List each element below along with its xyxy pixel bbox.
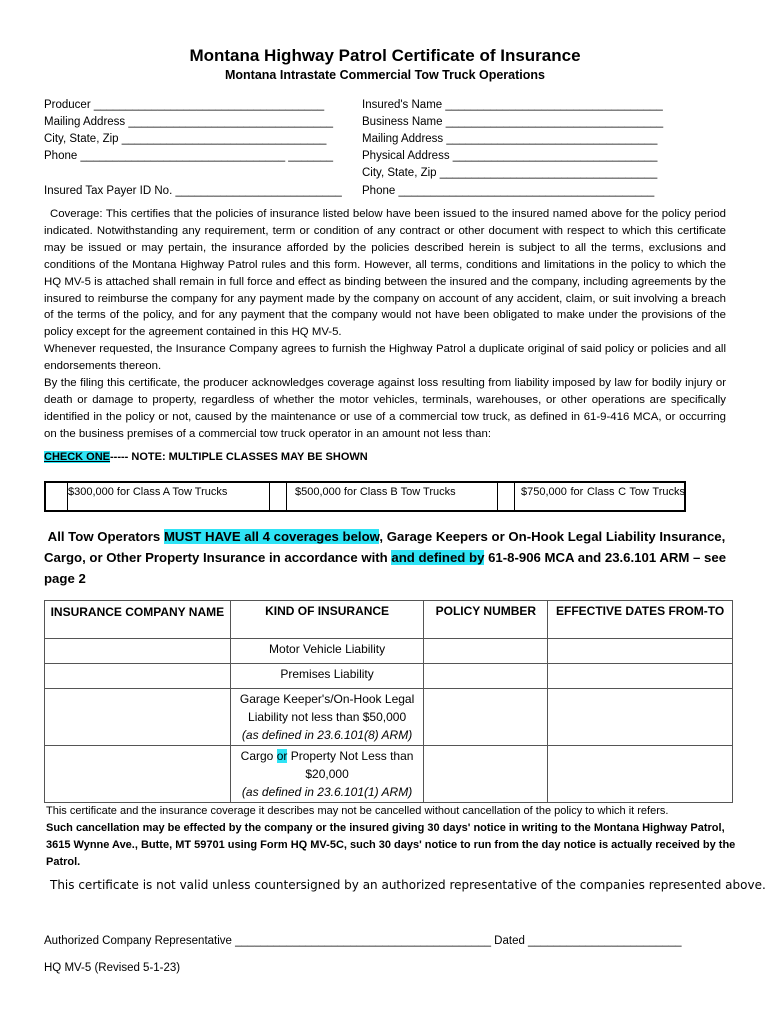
check-one-label: CHECK ONE — [44, 451, 111, 463]
effective-dates-cell[interactable] — [548, 639, 733, 664]
page-title: Montana Highway Patrol Certificate of Insurance — [189, 46, 581, 65]
header-insurance-company-name: INSURANCE COMPANY NAME — [45, 601, 231, 639]
garage-keeper-text: Garage Keeper's/On-Hook Legal Liability not less than $50,000 — [239, 692, 415, 724]
cancellation-text: This certificate and the insurance coverage it describes may not be cancelled without cancellation of the policy to which it refers. — [46, 805, 669, 817]
class-b-label: $500,000 for Class B Tow Trucks — [295, 486, 456, 498]
class-c-checkbox[interactable] — [497, 483, 515, 510]
producer-acknowledgement-paragraph: By the filing this certificate, the producer acknowledges coverage against loss resulting from liability imposed by law for bodily injury or death or damage to property, regardless of whether the motor vehicles, terminals, warehouses, or other operations are specifically identified in the policy or not, caused by the maintenance or use of a commercial tow truck, as defined in 61-9-416 MCA, or occurring on the business premises of a commercial tow truck operator in an amount not less than: — [44, 377, 726, 440]
class-b-checkbox[interactable] — [269, 483, 287, 510]
table-row — [45, 746, 733, 803]
cancellation-bold-text: Such cancellation may be effected by the company or the insured giving 30 days' notice in writing to the Montana Highway Patrol, 3615 Wynne Ave., Butte, MT 59701 using Form HQ MV-5C, such 30 days' notice to run from the day notice is actually received by the Patrol. — [46, 822, 736, 868]
warning-text: 61-8-906 MCA and 23.6.101 ARM – see page 2 — [44, 550, 727, 586]
header-effective-dates: EFFECTIVE DATES FROM-TO — [548, 601, 733, 639]
dated-field[interactable]: Dated ________________________ — [494, 935, 682, 947]
insured-phone-field[interactable]: Phone ________________________________________ — [362, 185, 655, 197]
kind-cell — [230, 689, 424, 746]
class-c-text: $750,000 for Class C Tow Trucks — [521, 486, 685, 498]
insurance-company-cell[interactable] — [45, 639, 231, 664]
coverage-paragraph: Coverage: This certifies that the policies of insurance listed below have been issued to the insured named above for the policy period indicated. Notwithstanding any requirement, term or condition of any contract or other document with respect to which this certificate may be issued or may pertain, the insurance afforded by the policies described herein is subject to all the terms, exclusions and conditions of the Montana Highway Patrol rules and this form. However, all terms, conditions and limitations in the policy to which the HQ MV-5 is attached shall remain in full force and effect as binding between the insured and the company, including agreements by the insured to reimburse the company for any payment made by the company on account of any accident, claim, or suit involving a breach of the terms of the policy, and for any payment that the company would not have been obligated to make under the provisions of the policy except for the agreement contained in this HQ MV-5. — [44, 208, 726, 339]
warning-text: All Tow Operators — [47, 529, 164, 544]
policy-number-cell[interactable] — [424, 689, 548, 746]
or-highlight: or — [276, 749, 288, 763]
must-have-highlight: MUST HAVE all 4 coverages below — [163, 529, 380, 544]
effective-dates-cell[interactable] — [548, 746, 733, 803]
policy-number-cell[interactable] — [424, 746, 548, 803]
cargo-property-text — [235, 747, 420, 783]
policy-number-cell[interactable] — [424, 664, 548, 689]
cancellation-notice — [46, 803, 736, 871]
kind-cell: Motor Vehicle Liability — [230, 639, 424, 664]
class-c-label — [521, 485, 685, 499]
insured-city-state-zip-field[interactable]: City, State, Zip __________________________________ — [362, 167, 658, 179]
policy-number-cell[interactable] — [424, 639, 548, 664]
signature-line — [44, 935, 682, 947]
table-header-row — [45, 601, 733, 639]
cargo-text: Cargo — [240, 749, 277, 763]
physical-address-field[interactable]: Physical Address ________________________________ — [362, 150, 658, 162]
garage-keeper-note: (as defined in 23.6.101(8) ARM) — [241, 728, 413, 742]
warning-text: , Garage Keepers or On-Hook Legal Liability Insurance, Cargo, or Other Property Insurance in accordance with — [44, 529, 726, 565]
class-a-checkbox[interactable] — [50, 483, 68, 510]
authorized-representative-field[interactable]: Authorized Company Representative ________________________________________ — [44, 935, 491, 947]
form-revision: HQ MV-5 (Revised 5-1-23) — [44, 962, 181, 974]
check-one-note — [44, 451, 368, 463]
insured-mailing-address-field[interactable]: Mailing Address _________________________________ — [362, 133, 658, 145]
insurance-company-cell[interactable] — [45, 689, 231, 746]
class-selection-box — [44, 481, 686, 512]
insurance-company-cell[interactable] — [45, 746, 231, 803]
countersign-notice: This certificate is not valid unless countersigned by an authorized representative of the companies represented above. — [50, 878, 766, 892]
property-text: Property Not Less than $20,000 — [287, 749, 414, 781]
effective-dates-cell[interactable] — [548, 689, 733, 746]
tax-payer-id-field[interactable]: Insured Tax Payer ID No. __________________________ — [44, 185, 342, 197]
table-row — [45, 639, 733, 664]
kind-cell: Premises Liability — [230, 664, 424, 689]
effective-dates-cell[interactable] — [548, 664, 733, 689]
insured-name-field[interactable]: Insured's Name __________________________________ — [362, 99, 663, 111]
kind-cell — [230, 746, 424, 803]
table-row — [45, 664, 733, 689]
header-kind-of-insurance: KIND OF INSURANCE — [230, 601, 424, 639]
header-policy-number: POLICY NUMBER — [424, 601, 548, 639]
coverage-section — [44, 206, 726, 443]
page-subtitle: Montana Intrastate Commercial Tow Truck Operations — [225, 68, 545, 82]
business-name-field[interactable]: Business Name __________________________________ — [362, 116, 664, 128]
insurance-company-cell[interactable] — [45, 664, 231, 689]
defined-by-highlight: and defined by — [391, 550, 485, 565]
duplicate-policy-paragraph: Whenever requested, the Insurance Company agrees to furnish the Highway Patrol a duplicate original of said policy or policies and all endorsements thereon. — [44, 343, 726, 373]
cargo-note: (as defined in 23.6.101(1) ARM) — [241, 785, 413, 799]
producer-field[interactable]: Producer ____________________________________ — [44, 99, 325, 111]
producer-city-state-zip-field[interactable]: City, State, Zip ________________________________ — [44, 133, 327, 145]
insurance-table — [44, 600, 733, 803]
table-row — [45, 689, 733, 746]
coverage-requirement-notice — [44, 526, 732, 589]
producer-mailing-address-field[interactable]: Mailing Address ________________________________ — [44, 116, 334, 128]
class-a-label: $300,000 for Class A Tow Trucks — [68, 486, 228, 498]
multiple-classes-note: ----- NOTE: MULTIPLE CLASSES MAY BE SHOWN — [110, 451, 368, 463]
producer-phone-field[interactable]: Phone ________________________________ _______ — [44, 150, 334, 162]
